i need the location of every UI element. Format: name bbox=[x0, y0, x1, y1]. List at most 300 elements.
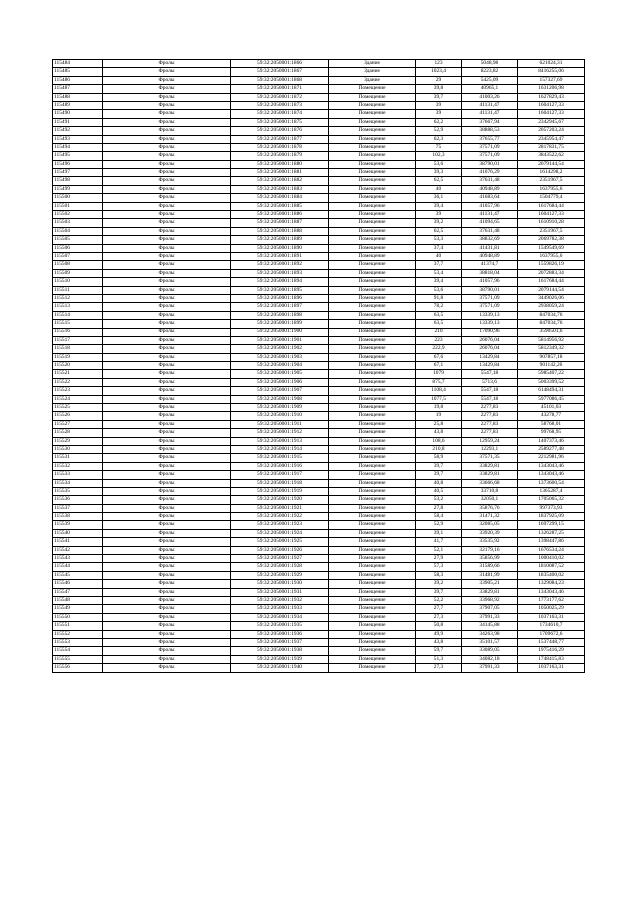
locality-cell: Фролы bbox=[103, 252, 231, 260]
object-type-cell: Помещение bbox=[329, 185, 416, 193]
table-row bbox=[53, 420, 585, 428]
row-number-cell: 115512 bbox=[53, 294, 103, 302]
area-cell: 19,8 bbox=[416, 404, 462, 412]
specific-value-cell: 33829,81 bbox=[462, 471, 518, 479]
specific-value-cell: 33710,8 bbox=[462, 487, 518, 495]
locality-cell: Фролы bbox=[103, 101, 231, 109]
table-row bbox=[53, 529, 585, 537]
specific-value-cell: 33968,92 bbox=[462, 597, 518, 605]
table-row bbox=[53, 437, 585, 445]
cadastral-value-cell: 3449026,06 bbox=[518, 294, 585, 302]
specific-value-cell: 26076,04 bbox=[462, 345, 518, 353]
area-cell: 39,7 bbox=[416, 93, 462, 101]
specific-value-cell: 13429,84 bbox=[462, 362, 518, 370]
cadastral-number-cell: 59:32:2050001:1937 bbox=[231, 638, 329, 646]
locality-cell: Фролы bbox=[103, 580, 231, 588]
specific-value-cell: 40948,89 bbox=[462, 185, 518, 193]
cadastral-number-cell: 59:32:2050001:1913 bbox=[231, 437, 329, 445]
row-number-cell: 115502 bbox=[53, 211, 103, 219]
locality-cell: Фролы bbox=[103, 278, 231, 286]
object-type-cell: Помещение bbox=[329, 127, 416, 135]
table-row bbox=[53, 211, 585, 219]
cadastral-number-cell: 59:32:2050001:1923 bbox=[231, 521, 329, 529]
cadastral-value-cell: 901142,26 bbox=[518, 362, 585, 370]
locality-cell: Фролы bbox=[103, 521, 231, 529]
row-number-cell: 115533 bbox=[53, 471, 103, 479]
row-number-cell: 115540 bbox=[53, 529, 103, 537]
row-number-cell: 115529 bbox=[53, 437, 103, 445]
row-number-cell: 115545 bbox=[53, 571, 103, 579]
cadastral-number-cell: 59:32:2050001:1878 bbox=[231, 143, 329, 151]
cadastral-number-cell: 59:32:2050001:1903 bbox=[231, 353, 329, 361]
locality-cell: Фролы bbox=[103, 362, 231, 370]
area-cell: 43,8 bbox=[416, 638, 462, 646]
object-type-cell: Помещение bbox=[329, 101, 416, 109]
cadastral-number-cell: 59:32:2050001:1866 bbox=[231, 60, 329, 68]
row-number-cell: 115523 bbox=[53, 387, 103, 395]
cadastral-number-cell: 59:32:2050001:1877 bbox=[231, 135, 329, 143]
cadastral-number-cell: 59:32:2050001:1927 bbox=[231, 555, 329, 563]
cadastral-value-cell: 997373,93 bbox=[518, 504, 585, 512]
cadastral-value-cell: 1037163,31 bbox=[518, 664, 585, 672]
area-cell: 39,2 bbox=[416, 219, 462, 227]
table-row bbox=[53, 135, 585, 143]
cadastral-value-cell: 1373600,54 bbox=[518, 479, 585, 487]
object-type-cell: Помещение bbox=[329, 286, 416, 294]
locality-cell: Фролы bbox=[103, 395, 231, 403]
locality-cell: Фролы bbox=[103, 529, 231, 537]
cadastral-number-cell: 59:32:2050001:1940 bbox=[231, 664, 329, 672]
specific-value-cell: 37907,05 bbox=[462, 605, 518, 613]
object-type-cell: Помещение bbox=[329, 597, 416, 605]
cadastral-value-cell: 1748415,83 bbox=[518, 655, 585, 663]
locality-cell: Фролы bbox=[103, 370, 231, 378]
specific-value-cell: 37991,33 bbox=[462, 613, 518, 621]
row-number-cell: 115555 bbox=[53, 655, 103, 663]
table-row bbox=[53, 630, 585, 638]
specific-value-cell: 37631,48 bbox=[462, 227, 518, 235]
area-cell: 39,7 bbox=[416, 462, 462, 470]
locality-cell: Фролы bbox=[103, 60, 231, 68]
area-cell: 123 bbox=[416, 60, 462, 68]
cadastral-value-cell: 1610910,28 bbox=[518, 219, 585, 227]
object-type-cell: Помещение bbox=[329, 471, 416, 479]
object-type-cell: Помещение bbox=[329, 93, 416, 101]
table-row bbox=[53, 404, 585, 412]
table-row bbox=[53, 194, 585, 202]
cadastral-value-cell: 1326287,25 bbox=[518, 529, 585, 537]
cadastral-number-cell: 59:32:2050001:1909 bbox=[231, 404, 329, 412]
specific-value-cell: 33089,05 bbox=[462, 647, 518, 655]
cadastral-value-cell: 2817831,75 bbox=[518, 143, 585, 151]
area-cell: 52,9 bbox=[416, 521, 462, 529]
area-cell: 40,8 bbox=[416, 479, 462, 487]
row-number-cell: 115527 bbox=[53, 420, 103, 428]
table-row bbox=[53, 504, 585, 512]
locality-cell: Фролы bbox=[103, 437, 231, 445]
table-row bbox=[53, 336, 585, 344]
cadastral-number-cell: 59:32:2050001:1889 bbox=[231, 236, 329, 244]
table-row bbox=[53, 177, 585, 185]
row-number-cell: 115531 bbox=[53, 454, 103, 462]
table-row bbox=[53, 60, 585, 68]
row-number-cell: 115544 bbox=[53, 563, 103, 571]
specific-value-cell: 13339,13 bbox=[462, 320, 518, 328]
specific-value-cell: 2277,83 bbox=[462, 404, 518, 412]
specific-value-cell: 41131,47 bbox=[462, 101, 518, 109]
cadastral-number-cell: 59:32:2050001:1934 bbox=[231, 613, 329, 621]
locality-cell: Фролы bbox=[103, 454, 231, 462]
object-type-cell: Помещение bbox=[329, 236, 416, 244]
cadastral-number-cell: 59:32:2050001:1902 bbox=[231, 345, 329, 353]
row-number-cell: 115538 bbox=[53, 513, 103, 521]
cadastral-number-cell: 59:32:2050001:1908 bbox=[231, 395, 329, 403]
row-number-cell: 115489 bbox=[53, 101, 103, 109]
area-cell: 57,3 bbox=[416, 563, 462, 571]
locality-cell: Фролы bbox=[103, 303, 231, 311]
table-row bbox=[53, 328, 585, 336]
object-type-cell: Помещение bbox=[329, 588, 416, 596]
area-cell: 210,8 bbox=[416, 445, 462, 453]
table-row bbox=[53, 127, 585, 135]
row-number-cell: 115505 bbox=[53, 236, 103, 244]
locality-cell: Фролы bbox=[103, 328, 231, 336]
row-number-cell: 115535 bbox=[53, 487, 103, 495]
area-cell: 36,1 bbox=[416, 194, 462, 202]
area-cell: 58,4 bbox=[416, 513, 462, 521]
cadastral-value-cell: 1398447,86 bbox=[518, 538, 585, 546]
object-type-cell: Помещение bbox=[329, 378, 416, 386]
locality-cell: Фролы bbox=[103, 118, 231, 126]
locality-cell: Фролы bbox=[103, 647, 231, 655]
cadastral-value-cell: 1617684,44 bbox=[518, 202, 585, 210]
locality-cell: Фролы bbox=[103, 169, 231, 177]
locality-cell: Фролы bbox=[103, 135, 231, 143]
cadastral-value-cell: 5985407,22 bbox=[518, 370, 585, 378]
cadastral-value-cell: 1329084,23 bbox=[518, 580, 585, 588]
row-number-cell: 115520 bbox=[53, 362, 103, 370]
locality-cell: Фролы bbox=[103, 664, 231, 672]
specific-value-cell: 31589,66 bbox=[462, 563, 518, 571]
object-type-cell: Помещение bbox=[329, 563, 416, 571]
area-cell: 27,9 bbox=[416, 555, 462, 563]
locality-cell: Фролы bbox=[103, 219, 231, 227]
table-row bbox=[53, 68, 585, 76]
cadastral-number-cell: 59:32:2050001:1873 bbox=[231, 101, 329, 109]
row-number-cell: 115525 bbox=[53, 404, 103, 412]
cadastral-number-cell: 59:32:2050001:1939 bbox=[231, 655, 329, 663]
specific-value-cell: 40965,1 bbox=[462, 85, 518, 93]
locality-cell: Фролы bbox=[103, 286, 231, 294]
specific-value-cell: 37631,48 bbox=[462, 177, 518, 185]
table-row bbox=[53, 219, 585, 227]
object-type-cell: Помещение bbox=[329, 219, 416, 227]
area-cell: 1079 bbox=[416, 370, 462, 378]
cadastral-value-cell: 1705065,32 bbox=[518, 496, 585, 504]
table-row bbox=[53, 580, 585, 588]
cadastral-value-cell: 58768,01 bbox=[518, 420, 585, 428]
specific-value-cell: 13339,13 bbox=[462, 311, 518, 319]
area-cell: 43,8 bbox=[416, 429, 462, 437]
object-type-cell: Помещение bbox=[329, 437, 416, 445]
cadastral-value-cell: 2345954,47 bbox=[518, 135, 585, 143]
row-number-cell: 115495 bbox=[53, 152, 103, 160]
cadastral-value-cell: 2342945,67 bbox=[518, 118, 585, 126]
table-body bbox=[53, 60, 585, 673]
specific-value-cell: 38832,69 bbox=[462, 236, 518, 244]
cadastral-value-cell: 847034,76 bbox=[518, 311, 585, 319]
area-cell: 39,4 bbox=[416, 278, 462, 286]
cadastral-value-cell: 5977086,45 bbox=[518, 395, 585, 403]
table-row bbox=[53, 101, 585, 109]
specific-value-cell: 40948,89 bbox=[462, 252, 518, 260]
table-row bbox=[53, 93, 585, 101]
row-number-cell: 115509 bbox=[53, 269, 103, 277]
table-row bbox=[53, 202, 585, 210]
row-number-cell: 115543 bbox=[53, 555, 103, 563]
area-cell: 39,1 bbox=[416, 529, 462, 537]
specific-value-cell: 37655,77 bbox=[462, 135, 518, 143]
table-row bbox=[53, 345, 585, 353]
row-number-cell: 115530 bbox=[53, 445, 103, 453]
locality-cell: Фролы bbox=[103, 571, 231, 579]
cadastral-value-cell: 45101,03 bbox=[518, 404, 585, 412]
area-cell: 53,6 bbox=[416, 160, 462, 168]
table-row bbox=[53, 605, 585, 613]
table-row bbox=[53, 269, 585, 277]
area-cell: 37,4 bbox=[416, 244, 462, 252]
cadastral-value-cell: 2069782,38 bbox=[518, 236, 585, 244]
specific-value-cell: 41431,81 bbox=[462, 244, 518, 252]
specific-value-cell: 37571,35 bbox=[462, 454, 518, 462]
table-row bbox=[53, 185, 585, 193]
table-row bbox=[53, 664, 585, 672]
locality-cell: Фролы bbox=[103, 445, 231, 453]
cadastral-number-cell: 59:32:2050001:1933 bbox=[231, 605, 329, 613]
area-cell: 39 bbox=[416, 211, 462, 219]
area-cell: 39 bbox=[416, 101, 462, 109]
cadastral-value-cell: 1365287,4 bbox=[518, 487, 585, 495]
specific-value-cell: 38790,01 bbox=[462, 160, 518, 168]
cadastral-number-cell: 59:32:2050001:1898 bbox=[231, 311, 329, 319]
object-type-cell: Помещение bbox=[329, 412, 416, 420]
cadastral-value-cell: 1631206,98 bbox=[518, 85, 585, 93]
object-type-cell: Помещение bbox=[329, 487, 416, 495]
object-type-cell: Помещение bbox=[329, 294, 416, 302]
locality-cell: Фролы bbox=[103, 387, 231, 395]
specific-value-cell: 5547,18 bbox=[462, 387, 518, 395]
cadastral-value-cell: 2079144,54 bbox=[518, 286, 585, 294]
table-row bbox=[53, 370, 585, 378]
object-type-cell: Помещение bbox=[329, 513, 416, 521]
locality-cell: Фролы bbox=[103, 127, 231, 135]
specific-value-cell: 34145,88 bbox=[462, 622, 518, 630]
row-number-cell: 115492 bbox=[53, 127, 103, 135]
cadastral-number-cell: 59:32:2050001:1938 bbox=[231, 647, 329, 655]
row-number-cell: 115556 bbox=[53, 664, 103, 672]
cadastral-number-cell: 59:32:2050001:1881 bbox=[231, 169, 329, 177]
area-cell: 59,7 bbox=[416, 647, 462, 655]
object-type-cell: Помещение bbox=[329, 521, 416, 529]
specific-value-cell: 26076,04 bbox=[462, 336, 518, 344]
cadastral-value-cell: 1637955,6 bbox=[518, 252, 585, 260]
cadastral-value-cell: 2938059,24 bbox=[518, 303, 585, 311]
area-cell: 53,2 bbox=[416, 496, 462, 504]
object-type-cell: Помещение bbox=[329, 85, 416, 93]
area-cell: 52,2 bbox=[416, 597, 462, 605]
cadastral-number-cell: 59:32:2050001:1921 bbox=[231, 504, 329, 512]
table-row bbox=[53, 152, 585, 160]
table-row bbox=[53, 445, 585, 453]
table-row bbox=[53, 496, 585, 504]
table-row bbox=[53, 294, 585, 302]
cadastral-value-cell: 1637955,6 bbox=[518, 185, 585, 193]
specific-value-cell: 33666,68 bbox=[462, 479, 518, 487]
cadastral-value-cell: 2212981,96 bbox=[518, 454, 585, 462]
object-type-cell: Помещение bbox=[329, 211, 416, 219]
table-row bbox=[53, 521, 585, 529]
object-type-cell: Помещение bbox=[329, 328, 416, 336]
area-cell: 67,6 bbox=[416, 353, 462, 361]
locality-cell: Фролы bbox=[103, 269, 231, 277]
locality-cell: Фролы bbox=[103, 227, 231, 235]
row-number-cell: 115504 bbox=[53, 227, 103, 235]
row-number-cell: 115510 bbox=[53, 278, 103, 286]
table-row bbox=[53, 513, 585, 521]
cadastral-value-cell: 8416255,06 bbox=[518, 68, 585, 76]
row-number-cell: 115548 bbox=[53, 597, 103, 605]
cadastral-number-cell: 59:32:2050001:1882 bbox=[231, 177, 329, 185]
area-cell: 91,8 bbox=[416, 294, 462, 302]
area-cell: 67,1 bbox=[416, 362, 462, 370]
cadastral-value-cell: 5003399,52 bbox=[518, 378, 585, 386]
object-type-cell: Помещение bbox=[329, 571, 416, 579]
object-type-cell: Помещение bbox=[329, 655, 416, 663]
object-type-cell: Помещение bbox=[329, 613, 416, 621]
area-cell: 53,3 bbox=[416, 236, 462, 244]
area-cell: 41,7 bbox=[416, 538, 462, 546]
locality-cell: Фролы bbox=[103, 85, 231, 93]
area-cell: 37,7 bbox=[416, 261, 462, 269]
specific-value-cell: 5713,6 bbox=[462, 378, 518, 386]
cadastral-value-cell: 1837925,09 bbox=[518, 513, 585, 521]
area-cell: 223 bbox=[416, 336, 462, 344]
area-cell: 40 bbox=[416, 252, 462, 260]
specific-value-cell: 37667,94 bbox=[462, 118, 518, 126]
locality-cell: Фролы bbox=[103, 613, 231, 621]
specific-value-cell: 41131,47 bbox=[462, 211, 518, 219]
row-number-cell: 115494 bbox=[53, 143, 103, 151]
row-number-cell: 115491 bbox=[53, 118, 103, 126]
area-cell: 1077,5 bbox=[416, 395, 462, 403]
table-row bbox=[53, 76, 585, 84]
locality-cell: Фролы bbox=[103, 93, 231, 101]
cadastral-value-cell: 1604127,33 bbox=[518, 101, 585, 109]
object-type-cell: Помещение bbox=[329, 404, 416, 412]
specific-value-cell: 17090,96 bbox=[462, 328, 518, 336]
object-type-cell: Помещение bbox=[329, 345, 416, 353]
locality-cell: Фролы bbox=[103, 605, 231, 613]
cadastral-number-cell: 59:32:2050001:1935 bbox=[231, 622, 329, 630]
cadastral-value-cell: 2351967,5 bbox=[518, 227, 585, 235]
row-number-cell: 115541 bbox=[53, 538, 103, 546]
row-number-cell: 115485 bbox=[53, 68, 103, 76]
cadastral-number-cell: 59:32:2050001:1931 bbox=[231, 588, 329, 596]
table-row bbox=[53, 244, 585, 252]
object-type-cell: Помещение bbox=[329, 454, 416, 462]
object-type-cell: Помещение bbox=[329, 118, 416, 126]
object-type-cell: Помещение bbox=[329, 605, 416, 613]
cadastral-number-cell: 59:32:2050001:1886 bbox=[231, 211, 329, 219]
object-type-cell: Помещение bbox=[329, 445, 416, 453]
table-row bbox=[53, 555, 585, 563]
table-row bbox=[53, 236, 585, 244]
area-cell: 62,5 bbox=[416, 227, 462, 235]
specific-value-cell: 41057,96 bbox=[462, 202, 518, 210]
area-cell: 58,3 bbox=[416, 571, 462, 579]
row-number-cell: 115522 bbox=[53, 378, 103, 386]
cadastral-value-table bbox=[52, 59, 585, 673]
row-number-cell: 115554 bbox=[53, 647, 103, 655]
object-type-cell: Помещение bbox=[329, 143, 416, 151]
object-type-cell: Помещение bbox=[329, 622, 416, 630]
row-number-cell: 115552 bbox=[53, 630, 103, 638]
table-row bbox=[53, 655, 585, 663]
specific-value-cell: 35101,57 bbox=[462, 638, 518, 646]
specific-value-cell: 41003,26 bbox=[462, 93, 518, 101]
specific-value-cell: 41683,64 bbox=[462, 194, 518, 202]
locality-cell: Фролы bbox=[103, 353, 231, 361]
locality-cell: Фролы bbox=[103, 320, 231, 328]
area-cell: 875,7 bbox=[416, 378, 462, 386]
object-type-cell: Помещение bbox=[329, 169, 416, 177]
specific-value-cell: 37991,33 bbox=[462, 664, 518, 672]
cadastral-number-cell: 59:32:2050001:1936 bbox=[231, 630, 329, 638]
cadastral-number-cell: 59:32:2050001:1922 bbox=[231, 513, 329, 521]
object-type-cell: Помещение bbox=[329, 320, 416, 328]
cadastral-value-cell: 1676534,24 bbox=[518, 546, 585, 554]
object-type-cell: Помещение bbox=[329, 664, 416, 672]
cadastral-number-cell: 59:32:2050001:1899 bbox=[231, 320, 329, 328]
object-type-cell: Помещение bbox=[329, 429, 416, 437]
row-number-cell: 115542 bbox=[53, 546, 103, 554]
object-type-cell: Помещение bbox=[329, 152, 416, 160]
area-cell: 75 bbox=[416, 143, 462, 151]
object-type-cell: Помещение bbox=[329, 479, 416, 487]
area-cell: 29 bbox=[416, 76, 462, 84]
cadastral-number-cell: 59:32:2050001:1915 bbox=[231, 454, 329, 462]
row-number-cell: 115524 bbox=[53, 395, 103, 403]
locality-cell: Фролы bbox=[103, 471, 231, 479]
specific-value-cell: 5547,18 bbox=[462, 370, 518, 378]
table-row bbox=[53, 454, 585, 462]
area-cell: 27,3 bbox=[416, 613, 462, 621]
object-type-cell: Здание bbox=[329, 76, 416, 84]
locality-cell: Фролы bbox=[103, 185, 231, 193]
row-number-cell: 115518 bbox=[53, 345, 103, 353]
area-cell: 39,7 bbox=[416, 471, 462, 479]
area-cell: 63,5 bbox=[416, 311, 462, 319]
cadastral-number-cell: 59:32:2050001:1887 bbox=[231, 219, 329, 227]
area-cell: 27,8 bbox=[416, 504, 462, 512]
cadastral-value-cell: 99768,95 bbox=[518, 429, 585, 437]
cadastral-value-cell: 3843522,62 bbox=[518, 152, 585, 160]
locality-cell: Фролы bbox=[103, 261, 231, 269]
locality-cell: Фролы bbox=[103, 420, 231, 428]
locality-cell: Фролы bbox=[103, 504, 231, 512]
locality-cell: Фролы bbox=[103, 378, 231, 386]
cadastral-value-cell: 2079144,54 bbox=[518, 160, 585, 168]
